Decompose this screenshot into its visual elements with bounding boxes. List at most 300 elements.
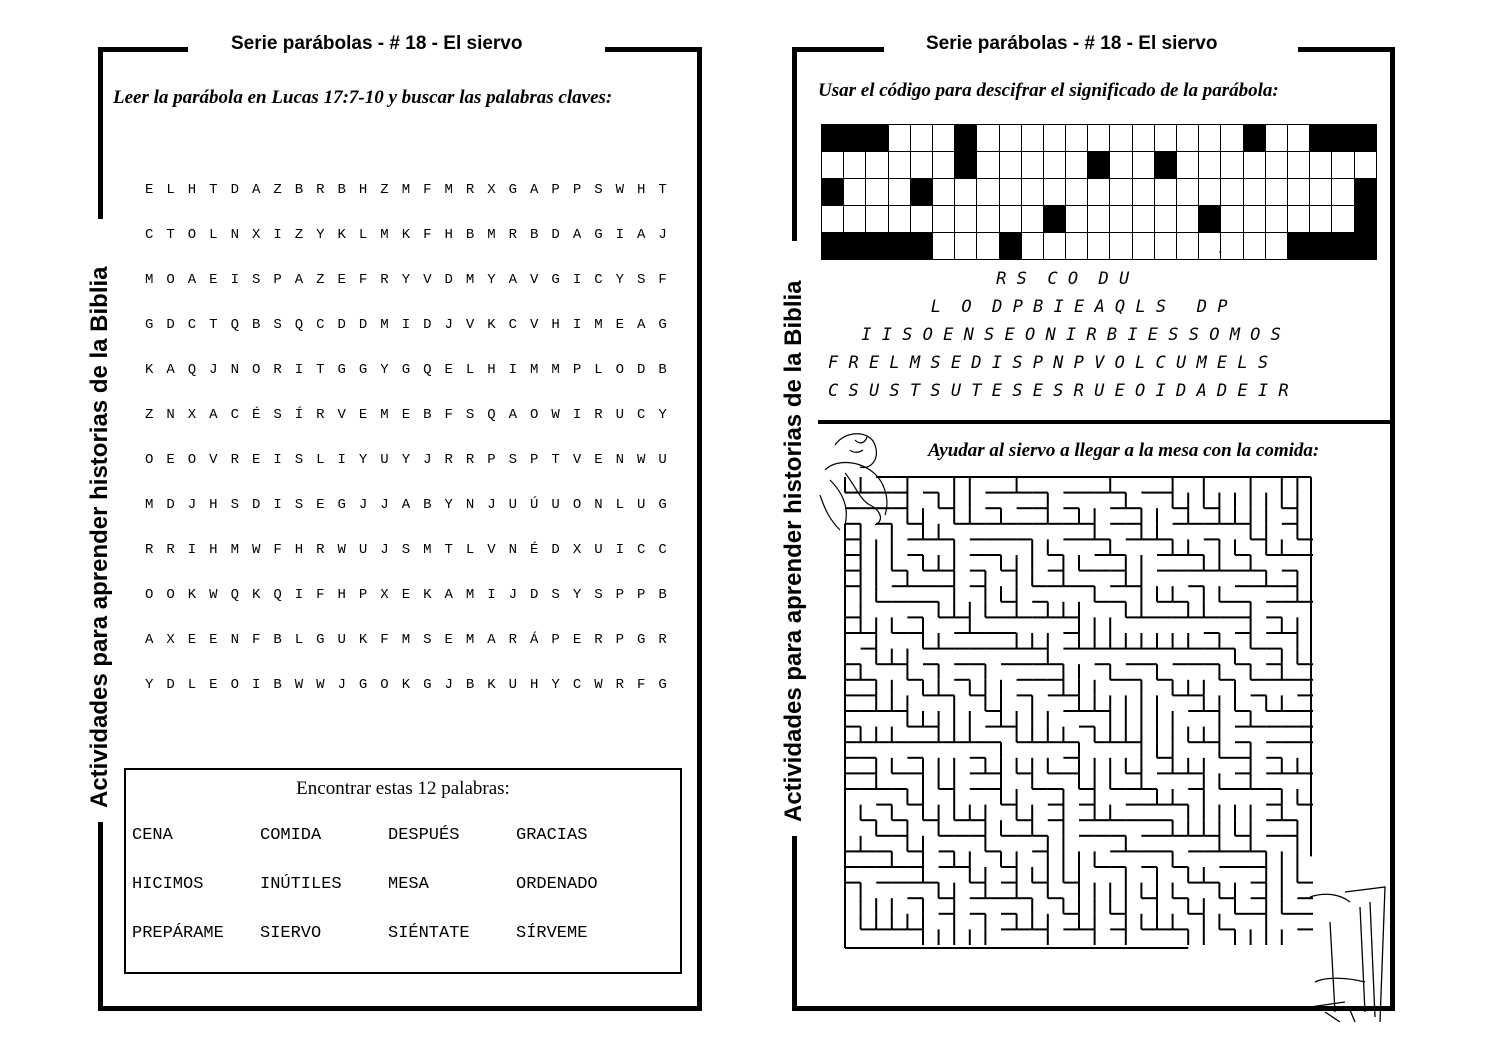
word-search-letter[interactable]: G [337, 362, 346, 378]
word-search-letter[interactable]: B [530, 227, 539, 243]
word-search-letter[interactable]: S [401, 542, 411, 558]
word-search-letter[interactable]: E [209, 632, 218, 648]
grid-cell-blank[interactable] [910, 152, 932, 179]
word-search-letter[interactable]: J [380, 542, 389, 558]
word-search-letter[interactable]: T [551, 452, 560, 468]
word-search-letter[interactable]: G [636, 632, 646, 648]
word-search-letter[interactable]: I [572, 317, 582, 333]
word-search-letter[interactable]: B [273, 632, 282, 648]
word-search-letter[interactable]: N [166, 407, 175, 423]
word-search-letter[interactable]: N [230, 227, 239, 243]
word-search-letter[interactable]: I [273, 497, 282, 513]
grid-cell-blank[interactable] [1243, 206, 1265, 233]
word-search-letter[interactable]: I [572, 272, 582, 288]
word-search-letter[interactable]: M [380, 227, 389, 243]
word-search-letter[interactable]: Q [294, 317, 304, 333]
grid-cell-blank[interactable] [1066, 179, 1088, 206]
word-search-letter[interactable]: R [316, 542, 325, 558]
word-search-letter[interactable]: S [273, 407, 282, 423]
word-search-letter[interactable]: K [487, 317, 496, 333]
word-search-letter[interactable]: U [594, 542, 603, 558]
word-search-letter[interactable]: D [551, 227, 560, 243]
word-search-letter[interactable]: H [294, 542, 304, 558]
word-search-letter[interactable]: M [465, 587, 475, 603]
word-search-letter[interactable]: L [358, 227, 368, 243]
word-search-letter[interactable]: R [658, 632, 667, 648]
word-search-letter[interactable]: A [530, 182, 539, 198]
word-search-letter[interactable]: J [209, 362, 218, 378]
word-search-letter[interactable]: M [145, 497, 154, 513]
word-search-letter[interactable]: T [209, 182, 218, 198]
word-search-letter[interactable]: F [380, 632, 389, 648]
word-search-letter[interactable]: O [166, 587, 175, 603]
word-search-letter[interactable]: E [444, 632, 453, 648]
word-search-letter[interactable]: Y [615, 272, 624, 288]
word-search-letter[interactable]: D [230, 182, 239, 198]
grid-cell-blank[interactable] [977, 179, 999, 206]
word-search-letter[interactable]: J [487, 497, 496, 513]
grid-cell-blank[interactable] [1021, 179, 1043, 206]
word-search-letter[interactable]: W [551, 407, 560, 423]
word-search-letter[interactable]: R [166, 542, 175, 558]
word-search-letter[interactable]: F [658, 272, 667, 288]
word-search-letter[interactable]: E [594, 452, 603, 468]
word-search-letter[interactable]: B [423, 497, 432, 513]
word-search-letter[interactable]: I [187, 542, 197, 558]
word-search-letter[interactable]: J [444, 677, 453, 693]
word-search-letter[interactable]: H [358, 182, 368, 198]
word-search-letter[interactable]: C [145, 227, 154, 243]
word-search-letter[interactable]: J [508, 587, 518, 603]
grid-cell-blank[interactable] [1287, 206, 1309, 233]
word-search-letter[interactable]: E [401, 587, 411, 603]
grid-cell-blank[interactable] [1088, 206, 1110, 233]
word-search-letter[interactable]: R [273, 362, 282, 378]
word-search-letter[interactable]: K [145, 362, 154, 378]
grid-cell-blank[interactable] [888, 206, 910, 233]
word-search-letter[interactable]: Á [530, 632, 539, 648]
word-search-letter[interactable]: F [273, 542, 282, 558]
grid-cell-blank[interactable] [1132, 179, 1154, 206]
word-search-letter[interactable]: P [615, 632, 624, 648]
grid-cell-blank[interactable] [1332, 206, 1354, 233]
word-search-letter[interactable]: G [551, 272, 560, 288]
word-search-letter[interactable]: R [316, 182, 325, 198]
word-search-letter[interactable]: E [209, 272, 218, 288]
word-search-letter[interactable]: S [636, 272, 646, 288]
grid-cell-blank[interactable] [1088, 125, 1110, 152]
word-search-letter[interactable]: S [251, 272, 261, 288]
word-search-letter[interactable]: L [615, 497, 624, 513]
grid-cell-blank[interactable] [1021, 233, 1043, 260]
word-search-letter[interactable]: Q [230, 317, 239, 333]
word-search-letter[interactable]: E [572, 632, 582, 648]
word-search-letter[interactable]: X [572, 542, 582, 558]
word-search-letter[interactable]: L [594, 362, 603, 378]
word-search-letter[interactable]: A [145, 632, 154, 648]
word-search-letter[interactable]: B [251, 317, 261, 333]
grid-cell-blank[interactable] [1243, 179, 1265, 206]
word-search-letter[interactable]: V [423, 272, 432, 288]
word-search-letter[interactable]: E [401, 407, 411, 423]
word-search-letter[interactable]: V [487, 542, 496, 558]
word-search-letter[interactable]: I [572, 407, 582, 423]
word-search-letter[interactable]: A [209, 407, 218, 423]
word-search-letter[interactable]: Y [358, 452, 368, 468]
word-search-letter[interactable]: É [530, 542, 539, 558]
word-search-letter[interactable]: Q [487, 407, 496, 423]
word-search-letter[interactable]: X [251, 227, 261, 243]
grid-cell-blank[interactable] [1310, 179, 1332, 206]
word-search-letter[interactable]: W [337, 542, 346, 558]
word-search-letter[interactable]: H [209, 497, 218, 513]
grid-cell-blank[interactable] [1132, 206, 1154, 233]
word-search-letter[interactable]: S [230, 497, 239, 513]
grid-cell-blank[interactable] [1265, 152, 1287, 179]
word-search-letter[interactable]: U [615, 407, 624, 423]
word-search-letter[interactable]: N [508, 542, 518, 558]
word-search-letter[interactable]: E [145, 182, 154, 198]
grid-cell-blank[interactable] [1154, 125, 1176, 152]
word-search-letter[interactable]: V [530, 317, 539, 333]
grid-cell-blank[interactable] [955, 206, 977, 233]
word-search-letter[interactable]: G [658, 677, 667, 693]
word-search-letter[interactable]: M [530, 362, 539, 378]
grid-cell-blank[interactable] [1221, 179, 1243, 206]
word-search-letter[interactable]: P [551, 182, 560, 198]
word-search-letter[interactable]: H [530, 677, 539, 693]
word-search-letter[interactable]: V [209, 452, 218, 468]
grid-cell-blank[interactable] [932, 206, 954, 233]
word-search-letter[interactable]: R [465, 182, 475, 198]
grid-cell-blank[interactable] [1287, 179, 1309, 206]
word-search-letter[interactable]: K [401, 677, 411, 693]
word-search-letter[interactable]: X [166, 632, 175, 648]
word-search-letter[interactable]: D [551, 542, 560, 558]
word-search-letter[interactable]: M [465, 632, 475, 648]
grid-cell-blank[interactable] [1177, 179, 1199, 206]
word-search-letter[interactable]: Z [273, 182, 282, 198]
word-search-letter[interactable]: Y [145, 677, 154, 693]
word-search-letter[interactable]: F [423, 182, 432, 198]
grid-cell-blank[interactable] [1265, 233, 1287, 260]
word-search-letter[interactable]: L [294, 632, 304, 648]
word-search-letter[interactable]: Y [658, 407, 667, 423]
word-search-letter[interactable]: J [658, 227, 667, 243]
word-search-letter[interactable]: U [508, 497, 518, 513]
word-search-letter[interactable]: U [358, 542, 368, 558]
word-search-letter[interactable]: Í [294, 407, 304, 423]
word-search-letter[interactable]: S [551, 587, 560, 603]
word-search-letter[interactable]: C [572, 677, 582, 693]
word-search-letter[interactable]: O [145, 452, 154, 468]
word-search-letter[interactable]: K [358, 632, 368, 648]
grid-cell-blank[interactable] [1043, 125, 1065, 152]
word-search-letter[interactable]: G [658, 317, 667, 333]
word-search-letter[interactable]: J [444, 317, 453, 333]
word-search-letter[interactable]: Y [572, 587, 582, 603]
word-search-letter[interactable]: S [294, 497, 304, 513]
grid-cell-blank[interactable] [1199, 152, 1221, 179]
grid-cell-blank[interactable] [999, 152, 1021, 179]
grid-cell-blank[interactable] [1265, 125, 1287, 152]
grid-cell-blank[interactable] [910, 125, 932, 152]
grid-cell-blank[interactable] [1110, 206, 1132, 233]
word-search-letter[interactable]: B [294, 182, 304, 198]
word-search-letter[interactable]: R [444, 452, 453, 468]
grid-cell-blank[interactable] [888, 179, 910, 206]
grid-cell-blank[interactable] [1021, 152, 1043, 179]
word-search-letter[interactable]: G [358, 677, 368, 693]
word-search-letter[interactable]: S [294, 452, 304, 468]
word-search-letter[interactable]: R [508, 227, 518, 243]
word-search-letter[interactable]: L [166, 182, 175, 198]
grid-cell-blank[interactable] [1221, 206, 1243, 233]
word-search-letter[interactable]: R [316, 407, 325, 423]
word-search-letter[interactable]: I [401, 317, 411, 333]
word-search-letter[interactable]: T [316, 362, 325, 378]
word-search-letter[interactable]: H [209, 542, 218, 558]
word-search-letter[interactable]: I [337, 452, 346, 468]
word-search-letter[interactable]: S [508, 452, 518, 468]
word-search-letter[interactable]: L [465, 362, 475, 378]
word-search-letter[interactable]: X [487, 182, 496, 198]
word-search-letter[interactable]: W [251, 542, 261, 558]
word-search-letter[interactable]: M [401, 632, 411, 648]
grid-cell-blank[interactable] [1132, 233, 1154, 260]
word-search-letter[interactable]: R [465, 452, 475, 468]
grid-cell-blank[interactable] [977, 206, 999, 233]
word-search-letter[interactable]: F [316, 587, 325, 603]
word-search-letter[interactable]: B [423, 407, 432, 423]
word-search-letter[interactable]: É [251, 407, 261, 423]
grid-cell-blank[interactable] [999, 125, 1021, 152]
word-search-letter[interactable]: Z [380, 182, 389, 198]
word-search-letter[interactable]: R [508, 632, 518, 648]
word-search-letter[interactable]: K [423, 587, 432, 603]
word-search-letter[interactable]: M [551, 362, 560, 378]
grid-cell-blank[interactable] [1043, 152, 1065, 179]
word-search-letter[interactable]: S [594, 182, 603, 198]
word-search-letter[interactable]: C [508, 317, 518, 333]
grid-cell-blank[interactable] [1132, 152, 1154, 179]
word-search-letter[interactable]: H [187, 182, 197, 198]
word-search-letter[interactable]: A [636, 317, 646, 333]
word-search-letter[interactable]: M [145, 272, 154, 288]
word-search-letter[interactable]: O [187, 227, 197, 243]
grid-cell-blank[interactable] [1154, 233, 1176, 260]
word-search-letter[interactable]: O [251, 362, 261, 378]
word-search-letter[interactable]: D [251, 497, 261, 513]
word-search-letter[interactable]: B [465, 227, 475, 243]
grid-cell-blank[interactable] [1287, 125, 1309, 152]
grid-cell-blank[interactable] [1132, 125, 1154, 152]
word-search-letter[interactable]: I [273, 452, 282, 468]
grid-cell-blank[interactable] [1021, 206, 1043, 233]
grid-cell-blank[interactable] [1310, 206, 1332, 233]
word-search-letter[interactable]: M [380, 407, 389, 423]
word-search-letter[interactable]: C [187, 317, 197, 333]
grid-cell-blank[interactable] [1043, 233, 1065, 260]
word-search-letter[interactable]: E [358, 407, 368, 423]
word-search-letter[interactable]: G [423, 677, 432, 693]
word-search-letter[interactable]: E [251, 452, 261, 468]
word-search-letter[interactable]: H [487, 362, 496, 378]
word-search-letter[interactable]: J [187, 497, 197, 513]
word-search-letter[interactable]: O [166, 272, 175, 288]
word-search-letter[interactable]: Y [316, 227, 325, 243]
word-search-letter[interactable]: Y [487, 272, 496, 288]
word-search-letter[interactable]: I [615, 542, 624, 558]
word-search-letter[interactable]: M [487, 227, 496, 243]
grid-cell-blank[interactable] [888, 125, 910, 152]
word-search-letter[interactable]: P [615, 587, 624, 603]
word-search-letter[interactable]: M [444, 182, 453, 198]
word-search-letter[interactable]: I [294, 587, 304, 603]
word-search-letter[interactable]: M [594, 317, 603, 333]
grid-cell-blank[interactable] [932, 152, 954, 179]
grid-cell-blank[interactable] [1221, 233, 1243, 260]
word-search-letter[interactable]: O [572, 497, 582, 513]
word-search-letter[interactable]: J [337, 677, 346, 693]
word-search-letter[interactable]: E [187, 632, 197, 648]
word-search-letter[interactable]: C [594, 272, 603, 288]
word-search-letter[interactable]: L [316, 452, 325, 468]
word-search-letter[interactable]: C [230, 407, 239, 423]
grid-cell-blank[interactable] [1221, 125, 1243, 152]
word-search-letter[interactable]: X [187, 407, 197, 423]
grid-cell-blank[interactable] [1199, 179, 1221, 206]
word-search-letter[interactable]: R [230, 452, 239, 468]
word-search-letter[interactable]: G [401, 362, 411, 378]
word-search-letter[interactable]: A [636, 227, 646, 243]
word-search-letter[interactable]: H [636, 182, 646, 198]
word-search-letter[interactable]: H [337, 587, 346, 603]
word-search-letter[interactable]: V [530, 272, 539, 288]
grid-cell-blank[interactable] [1177, 125, 1199, 152]
word-search-letter[interactable]: T [658, 182, 667, 198]
grid-cell-blank[interactable] [999, 206, 1021, 233]
word-search-letter[interactable]: B [337, 182, 346, 198]
word-search-letter[interactable]: F [251, 632, 261, 648]
grid-cell-blank[interactable] [955, 179, 977, 206]
word-search-letter[interactable]: J [380, 497, 389, 513]
word-search-letter[interactable]: I [251, 677, 261, 693]
word-search-letter[interactable]: W [636, 452, 646, 468]
grid-cell-blank[interactable] [1221, 152, 1243, 179]
word-search-letter[interactable]: O [615, 362, 624, 378]
word-search-letter[interactable]: A [187, 272, 197, 288]
word-search-letter[interactable]: Q [230, 587, 239, 603]
word-search-letter[interactable]: I [487, 587, 496, 603]
grid-cell-blank[interactable] [844, 152, 866, 179]
grid-cell-blank[interactable] [1332, 179, 1354, 206]
word-search-letter[interactable]: Y [551, 677, 560, 693]
grid-cell-blank[interactable] [1088, 233, 1110, 260]
word-search-letter[interactable]: Z [145, 407, 154, 423]
grid-cell-blank[interactable] [1310, 152, 1332, 179]
grid-cell-blank[interactable] [1043, 179, 1065, 206]
word-search-letter[interactable]: C [636, 407, 646, 423]
word-search-letter[interactable]: B [273, 677, 282, 693]
word-search-letter[interactable]: I [273, 227, 282, 243]
word-search-letter[interactable]: S [273, 317, 282, 333]
grid-cell-blank[interactable] [1066, 152, 1088, 179]
word-search-letter[interactable]: E [615, 317, 624, 333]
word-search-letter[interactable]: C [316, 317, 325, 333]
grid-cell-blank[interactable] [1265, 179, 1287, 206]
word-search-letter[interactable]: P [636, 587, 646, 603]
grid-cell-blank[interactable] [888, 152, 910, 179]
word-search-letter[interactable]: U [508, 677, 518, 693]
word-search-letter[interactable]: M [465, 272, 475, 288]
word-search-letter[interactable]: L [465, 542, 475, 558]
word-search-letter[interactable]: Q [187, 362, 197, 378]
grid-cell-blank[interactable] [1066, 233, 1088, 260]
word-search-letter[interactable]: A [508, 407, 518, 423]
word-search-letter[interactable]: V [337, 407, 346, 423]
word-search-letter[interactable]: Y [401, 452, 411, 468]
word-search-letter[interactable]: P [530, 452, 539, 468]
word-search-letter[interactable]: G [145, 317, 154, 333]
grid-cell-blank[interactable] [1243, 152, 1265, 179]
word-search-letter[interactable]: A [444, 587, 453, 603]
word-search-letter[interactable]: P [273, 272, 282, 288]
word-search-letter[interactable]: B [658, 362, 667, 378]
word-search-letter[interactable]: W [209, 587, 218, 603]
word-search-letter[interactable]: B [465, 677, 475, 693]
word-search-letter[interactable]: R [615, 677, 624, 693]
maze[interactable] [843, 475, 1313, 950]
word-search-letter[interactable]: D [166, 497, 175, 513]
grid-cell-blank[interactable] [999, 179, 1021, 206]
word-search-letter[interactable]: U [551, 497, 560, 513]
word-search-letter[interactable]: Y [444, 497, 453, 513]
grid-cell-blank[interactable] [977, 233, 999, 260]
grid-cell-blank[interactable] [1110, 152, 1132, 179]
word-search-letter[interactable]: O [230, 677, 239, 693]
word-search-letter[interactable]: U [636, 497, 646, 513]
grid-cell-blank[interactable] [844, 179, 866, 206]
word-search-letter[interactable]: N [230, 362, 239, 378]
word-search-letter[interactable]: D [337, 317, 346, 333]
grid-cell-blank[interactable] [1265, 206, 1287, 233]
word-search-letter[interactable]: K [401, 227, 411, 243]
word-search-letter[interactable]: J [358, 497, 368, 513]
word-search-letter[interactable]: W [615, 182, 624, 198]
grid-cell-blank[interactable] [1154, 179, 1176, 206]
grid-cell-blank[interactable] [932, 125, 954, 152]
word-search-letter[interactable]: K [251, 587, 261, 603]
word-search-letter[interactable]: D [530, 587, 539, 603]
grid-cell-blank[interactable] [866, 152, 888, 179]
word-search-letter[interactable]: E [209, 677, 218, 693]
word-search-letter[interactable]: G [337, 497, 346, 513]
grid-cell-blank[interactable] [822, 152, 844, 179]
word-search-letter[interactable]: I [615, 227, 624, 243]
word-search-letter[interactable]: R [380, 272, 389, 288]
word-search-letter[interactable]: C [658, 542, 667, 558]
word-search-letter[interactable]: I [230, 272, 239, 288]
word-search-letter[interactable]: T [209, 317, 218, 333]
word-search-letter[interactable]: W [294, 677, 304, 693]
word-search-letter[interactable]: U [380, 452, 389, 468]
grid-cell-blank[interactable] [1088, 179, 1110, 206]
word-search-letter[interactable]: A [251, 182, 261, 198]
word-search-letter[interactable]: P [358, 587, 368, 603]
word-search-letter[interactable]: A [487, 632, 496, 648]
word-search-letter[interactable]: K [487, 677, 496, 693]
